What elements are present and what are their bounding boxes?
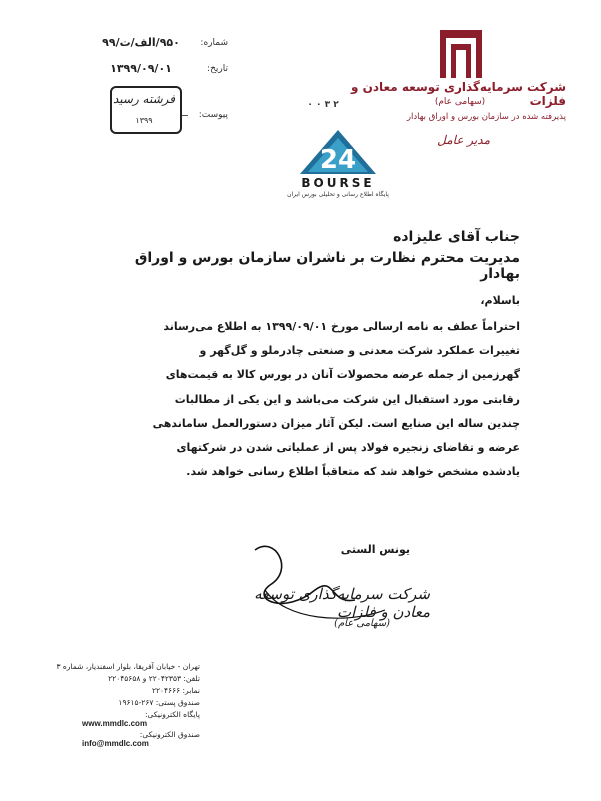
footer-phone: تلفن: ۲۲۰۴۲۳۵۳ و ۲۲۰۴۵۶۵۸ [108,674,200,683]
company-type: (سهامی عام) [434,97,486,107]
footer-fax: نمابر: ۲۲۰۴۶۶۶ [151,686,200,695]
number-value: ۹۵۰/الف/ت/۹۹ [102,36,180,49]
date-value: ۱۳۹۹/۰۹/۰۱ [110,62,172,75]
footer-po-box: صندوق پستی: ۲۶۷-۱۹۶۱۵ [118,698,200,707]
body-line: رقابتی مورد استقبال این شرکت می‌باشد و این یکی از مطالبات [174,393,520,406]
recipient-name: جناب آقای علیزاده [393,229,520,245]
greeting: باسلام، [480,294,520,307]
body-line: چندین ساله این صنایع است. لیکن آثار میزان دستورالعمل ساماندهی [152,417,520,430]
stamp-date: ۱۳۹۹ [135,116,153,125]
footer-email[interactable]: info@mmdlc.com [82,739,149,748]
date-label: تاریخ: [207,64,228,74]
stamp-text: فرشته رسید [112,92,176,106]
footer-website[interactable]: www.mmdlc.com [82,719,148,728]
ceo-signature-title: مدیر عامل [437,133,490,147]
footer-website-label: پایگاه الکترونیکی: [144,710,200,719]
body-line: یادشده مشخص خواهد شد که متعاقباً اطلاع رسانی خواهد شد. [186,465,520,478]
body-line: احتراماً عطف به نامه ارسالی مورخ ۱۳۹۹/۰۹/۰۱ به اطلاع می‌رساند [163,320,520,333]
signature-company-type: (سهامی عام) [334,618,390,629]
signatory-name: یونس الستی [340,543,410,556]
footer-email-label: صندوق الکترونیکی: [139,730,200,739]
company-logo [440,30,482,78]
recipient-title: مدیریت محترم نظارت بر ناشران سازمان بورس و اوراق بهادار [134,250,520,282]
bourse-logo-icon [298,128,378,176]
number-label: شماره: [200,38,228,48]
body-line: گهرزمین از جمله عرضه محصولات آنان در بورس کالا به قیمت‌های [165,368,520,381]
svg-text:24: 24 [319,145,357,175]
company-note: پذیرفته شده در سازمان بورس و اوراق بهادار [406,112,566,122]
company-name: شرکت سرمایه‌گذاری توسعه معادن و فلزات [350,80,566,108]
footer-address: تهران - خیابان آفریقا، بلوار اسفندیار، شماره ۳ [56,662,200,671]
attachment-label: پیوست: [198,110,228,120]
body-line: عرضه و تقاضای زنجیره فولاد پس از عملیاتی شدن در شرکتهای [176,441,520,454]
bourse-wordmark: BOURSE [301,176,375,190]
header-fragment: ۰ ۰ ۳ ۲ [307,100,339,110]
bourse-subtitle: پایگاه اطلاع رسانی و تحلیلی بورس ایران [287,191,389,198]
signature-company: شرکت سرمایه‌گذاری توسعه معادن و فلزات [254,585,430,621]
body-line: تغییرات عملکرد شرکت معدنی و صنعتی چادرملو و گل‌گهر و [199,344,520,357]
